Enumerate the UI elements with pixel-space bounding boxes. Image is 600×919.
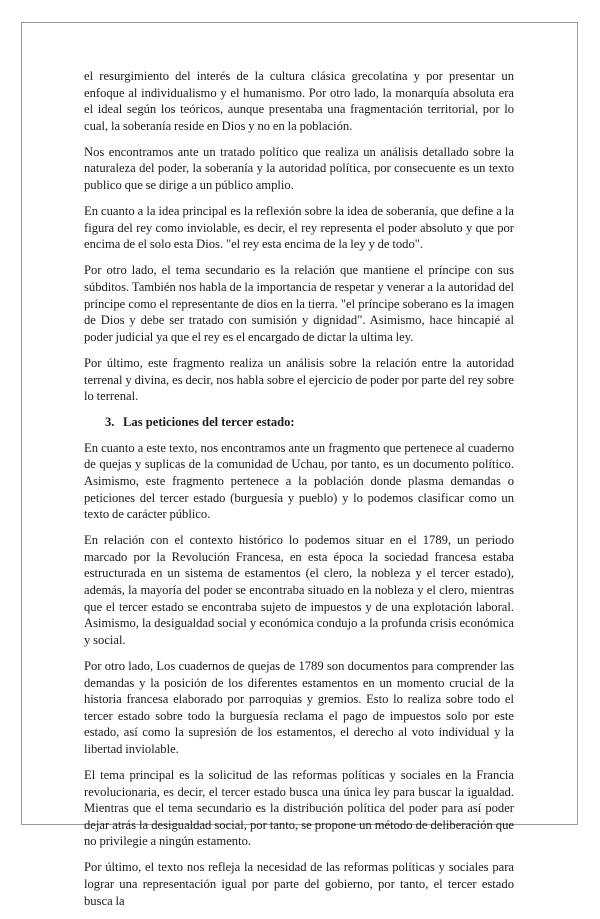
paragraph-9: El tema principal es la solicitud de las reformas políticas y sociales en la Francia revolucionaria, es decir, el tercer estado busca una única ley para buscar la igualdad. Mientras que el tema secundario es la distribución política del poder para así poder dejar atrás la desigualdad social, por tanto, se propone un método de deliberación que no privilegie a ningún estamento. (84, 767, 514, 849)
paragraph-3: En cuanto a la idea principal es la reflexión sobre la idea de soberanía, que define a la figura del rey como inviolable, es decir, el rey representa el poder absoluto y que por encima de el solo esta Dios. "el rey esta encima de la ley y de todo". (84, 204, 514, 252)
paragraph-10: Por último, el texto nos refleja la necesidad de las reformas políticas y sociales para lograr una representación igual por parte del gobierno, por tanto, el tercer estado busca la (84, 860, 514, 908)
section-title: Las peticiones del tercer estado: (123, 415, 295, 430)
paragraph-4: Por otro lado, el tema secundario es la relación que mantiene el príncipe con sus súbditos. También nos habla de la importancia de respetar y venerar a la autoridad del príncipe como el representante de dios en la tierra. "el príncipe soberano es la imagen de Dios y debe ser tratado con sumisión y dignidad". Asimismo, hace hincapié al poder judicial ya que el rey es el encargado de dictar la ultima ley. (84, 263, 514, 344)
paragraph-6: En cuanto a este texto, nos encontramos ante un fragmento que pertenece al cuaderno de quejas y suplicas de la comunidad de Uchau, por tanto, es un documento político. Asimismo, este fragmento pertenece a la población donde plasma demandas o peticiones del tercer estado (burguesía y pueblo) y lo podemos clasificar como un texto de carácter público. (84, 440, 514, 522)
section-heading (105, 414, 514, 431)
paragraph-7: En relación con el contexto histórico lo podemos situar en el 1789, un periodo marcado por la Revolución Francesa, en esta época la sociedad francesa estaba estructurada en un sistema de estamentos (el clero, la nobleza y el tercer estado), además, la mayoría del poder se encontraba situado en la nobleza y el clero, mientras que el tercer estado se encontraba sujeto de impuestos y de una explotación laboral. Asimismo, la desigualdad social y económica condujo a la profunda crisis económica y social. (84, 533, 514, 647)
document-body (84, 68, 514, 919)
section-number: 3. (105, 415, 115, 430)
paragraph-5: Por último, este fragmento realiza un análisis sobre la relación entre la autoridad terrenal y divina, es decir, nos habla sobre el ejercicio de poder por parte del rey sobre lo terrenal. (84, 355, 514, 404)
paragraph-2: Nos encontramos ante un tratado político que realiza un análisis detallado sobre la naturaleza del poder, la soberanía y la autoridad política, por consecuente es un texto publico que se dirige a un público amplio. (84, 144, 514, 193)
paragraph-1: el resurgimiento del interés de la cultura clásica grecolatina y por presentar un enfoque al individualismo y el humanismo. Por otro lado, la monarquía absoluta era el ideal según los teóricos, aunque presentaba una fragmentación territorial, por lo cual, la soberanía reside en Dios y no en la población. (84, 69, 514, 133)
paragraph-8: Por otro lado, Los cuadernos de quejas de 1789 son documentos para comprender las demandas y la posición de los diferentes estamentos en un momento crucial de la historia francesa elaborado por parroquias y gremios. Esto lo realiza sobre todo el tercer estado sobre todo la burguesía reclama el pago de impuestos solo por este estado, así como la supresión de los estamentos, el derecho al voto individual y la libertad inviolable. (84, 658, 514, 756)
